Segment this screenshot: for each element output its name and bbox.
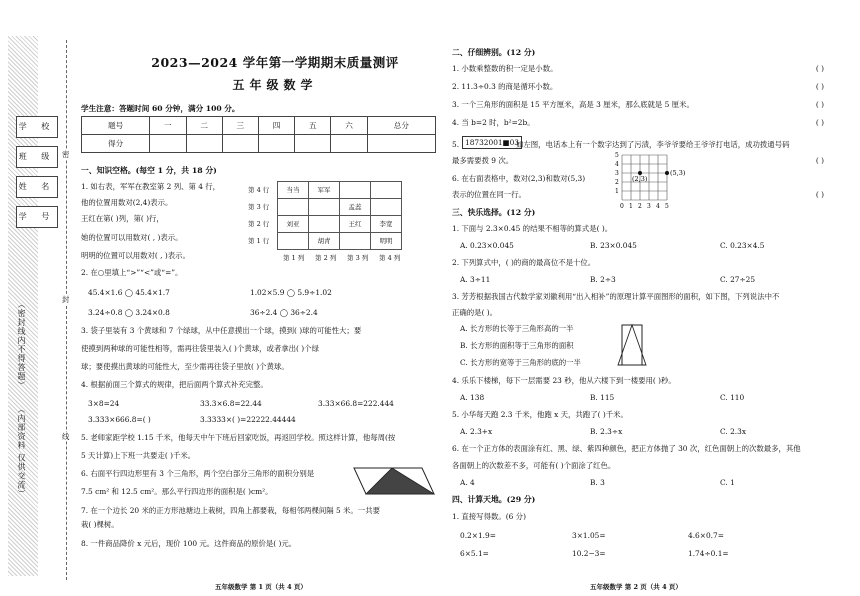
choice-option[interactable]: B. 23×0.045 — [590, 241, 637, 250]
q2-item: 36÷2.4 ◯ 36÷2.4 — [250, 308, 318, 317]
q1-line5: 明明的位置可以用数对( , )表示。 — [81, 251, 190, 260]
score-header-cell: 一 — [150, 117, 186, 135]
y-tick: 5 — [615, 152, 619, 159]
y-tick: 1 — [615, 188, 619, 195]
page-footer-1: 五年级数学 第 1 页（共 4 页） — [215, 583, 307, 591]
score-cell[interactable] — [258, 135, 294, 153]
choice-option[interactable]: C. 1 — [720, 478, 735, 487]
judge-item: 3. 一个三角形的面积是 15 平方厘米，高是 3 厘米，那么底就是 5 厘米。 — [452, 100, 694, 109]
judge-item: 4. 当 b=2 时，b²=2b。 — [452, 118, 535, 127]
internal-notice: （内部资料 仅供交流） — [17, 405, 26, 499]
q2-item: 45.4×1.6 ◯ 45.4×1.7 — [88, 288, 170, 297]
page-footer-2: 五年级数学 第 2 页（共 4 页） — [590, 583, 682, 591]
choice-option[interactable]: C. 长方形的宽等于三角形的底的一半 — [460, 358, 581, 367]
section3-title: 三、快乐选择。(12 分) — [452, 208, 536, 217]
seat-cell: 王红 — [340, 216, 371, 233]
coordinate-grid — [612, 150, 704, 210]
choice-option[interactable]: C. 2.3x — [720, 427, 747, 436]
parallelogram-figure — [352, 466, 436, 496]
choice-option[interactable]: A. 3÷11 — [460, 275, 491, 284]
grid-label: (5,3) — [670, 169, 686, 177]
q3-line1: 3. 袋子里装有 3 个黄球和 7 个绿球，从中任意摸出一个球，摸到( )球的可能性大；要 — [81, 326, 362, 335]
judge-item: 1. 小数乘整数的积一定是小数。 — [452, 64, 558, 73]
field-class: 班 级 — [16, 146, 58, 168]
calc-item: 4.6×0.7= — [688, 531, 724, 540]
choice-option[interactable]: B. 115 — [590, 393, 615, 402]
choice-option[interactable]: B. 2÷3 — [590, 275, 616, 284]
q7-line2: 栽( )棵树。 — [81, 520, 119, 529]
seat-cell — [340, 182, 371, 199]
score-header-cell: 五 — [295, 117, 331, 135]
seat-row-label: 第 4 行 — [248, 186, 270, 194]
answer-paren[interactable]: ( ) — [815, 118, 824, 127]
seat-cell: 刘亚 — [278, 216, 309, 233]
phone-number-box: 18732001■03 — [462, 136, 522, 149]
seal-notice: （密封线内不得答题） — [17, 300, 26, 390]
judge-item: 2. 11.3÷0.3 的商是循环小数。 — [452, 82, 558, 91]
seal-char-feng: 封 — [62, 295, 70, 304]
choice-option[interactable]: A. 0.23×0.045 — [460, 241, 514, 250]
seat-cell — [309, 199, 340, 216]
q3-line2: 使摸到两种球的可能性相等，需再往袋里装入( )个黄球，或者拿出( )个绿 — [81, 344, 319, 353]
score-cell[interactable] — [367, 135, 435, 153]
choice-option[interactable]: B. 2.3÷x — [590, 427, 623, 436]
judge-item: 如左图，电话本上有一个数字达到了污渍，李爷爷要给王爷爷打电话，成功拨通号码 — [516, 140, 790, 149]
choice-q3-line1: 3. 芳芳根据我国古代数学家刘徽利用“出入相补”的原理计算平面图形的面积，如下图，下列说法中不 — [452, 292, 780, 301]
q4-text: 4. 根据前面三个算式的规律，把后面两个算式补充完整。 — [81, 380, 268, 389]
choice-option[interactable]: C. 0.23×4.5 — [720, 241, 765, 250]
field-school: 学 校 — [16, 116, 58, 138]
choice-option[interactable]: A. 长方形的长等于三角形高的一半 — [460, 324, 574, 333]
calc-item: 0.2×1.9= — [460, 531, 496, 540]
calc-q1: 1. 直接写得数。(6 分) — [452, 512, 526, 521]
x-tick: 3 — [647, 203, 651, 210]
score-header-row — [82, 117, 436, 135]
q3-line3: 球；要使摸出黄球的可能性大，至少需再往袋子里放( )个黄球。 — [81, 362, 289, 371]
seat-cell: 明明 — [371, 233, 402, 250]
seat-row-label: 第 1 行 — [248, 237, 270, 245]
calc-item: 10.2−3= — [572, 549, 606, 558]
seat-col-label: 第 1 列 — [283, 254, 305, 262]
seat-cell — [278, 199, 309, 216]
seat-col-label: 第 2 列 — [315, 254, 337, 262]
choice-option[interactable]: C. 110 — [720, 393, 745, 402]
choice-q3-line2: 正确的是( )。 — [452, 308, 498, 317]
section2-title: 二、仔细辨别。(12 分) — [452, 48, 536, 57]
q5-line1: 5. 老师家距学校 1.15 千米，他每天中午下班后回家吃饭，再返回学校。照这样计算，他每周(按 — [81, 433, 396, 442]
q6-line2: 7.5 cm² 和 12.5 cm²。那么平行四边形的面积是( )cm²。 — [81, 487, 273, 496]
seat-cell: 当当 — [278, 182, 309, 199]
score-cell[interactable] — [186, 135, 222, 153]
q2-text: 2. 在○里填上“>”“<”或“=”。 — [81, 268, 183, 277]
x-tick: 0 — [620, 203, 624, 210]
seat-cell — [340, 233, 371, 250]
score-row — [82, 135, 436, 153]
seat-cell: 李宽 — [371, 216, 402, 233]
choice-q1: 1. 下面与 2.3×0.45 的结果不相等的算式是( )。 — [452, 224, 613, 233]
choice-q4: 4. 乐乐下楼梯，每下一层需要 23 秒，他从六楼下到一楼要用( )秒。 — [452, 376, 676, 385]
answer-paren[interactable]: ( ) — [815, 156, 824, 165]
section1-title: 一、知识空格。(每空 1 分，共 18 分) — [81, 166, 217, 175]
choice-option[interactable]: B. 长方形的面积等于三角形的面积 — [460, 341, 574, 350]
y-tick: 2 — [615, 179, 619, 186]
grid-label: (2,3) — [632, 175, 648, 183]
score-header-cell: 六 — [331, 117, 367, 135]
choice-q6-line1: 6. 在一个正方体的表面涂有红、黑、绿、紫四种颜色，把正方体抛了 30 次，红色面朝上的次数最多，其他 — [452, 444, 801, 453]
choice-option[interactable]: A. 2.3+x — [460, 427, 493, 436]
q6-line1: 6. 右面平行四边形里有 3 个三角形，两个空白部分三角形的面积分别是 — [81, 469, 315, 478]
exam-subtitle: 五年级数学 — [232, 78, 318, 92]
choice-q6-line2: 各面朝上的次数差不多，可能有( )个面涂了红色。 — [452, 461, 616, 470]
judge-q5-label: 5. — [452, 140, 460, 149]
score-header-cell: 题号 — [82, 117, 150, 135]
choice-q2: 2. 下列算式中，( )的商的最高位不是十位。 — [452, 258, 596, 267]
seal-line — [66, 40, 67, 580]
judge-item: 6. 在右面表格中，数对(2,3)和数对(5,3) — [452, 174, 586, 183]
seal-char-xian: 线 — [62, 432, 70, 441]
score-table — [81, 116, 436, 153]
q7-line1: 7. 在一个边长 20 米的正方形池塘边上栽树，四角上都要栽，每相邻两棵间隔 5 米。一共要 — [81, 506, 380, 515]
seat-row-label: 第 3 行 — [248, 203, 270, 211]
score-cell[interactable] — [331, 135, 367, 153]
student-note: 学生注意：答题时间 60 分钟，满分 100 分。 — [81, 104, 240, 113]
choice-q5: 5. 小华每天跑 2.3 千米，他跑 x 天，共跑了( )千米。 — [452, 410, 628, 419]
score-header-cell: 二 — [186, 117, 222, 135]
judge-item: 表示的位置在同一行。 — [452, 190, 526, 199]
calc-item: 1.74÷0.1= — [688, 549, 729, 558]
q4-item: 3.3333×( )=22222.44444 — [200, 415, 296, 424]
q5-line2: 5 天计算)上下班一共要走( )千米。 — [81, 451, 196, 460]
choice-option[interactable]: C. 27÷25 — [720, 275, 756, 284]
score-cell[interactable] — [222, 135, 258, 153]
y-tick: 3 — [615, 170, 619, 177]
section4-title: 四、计算天地。(29 分) — [452, 495, 536, 504]
seat-cell: 胡青 — [309, 233, 340, 250]
seat-cell — [371, 199, 402, 216]
score-cell[interactable] — [150, 135, 186, 153]
seat-row-label: 第 2 行 — [248, 220, 270, 228]
q8-text: 8. 一件商品降价 x 元后，现价 100 元。这件商品的原价是( )元。 — [81, 539, 297, 548]
seat-cell: 军军 — [309, 182, 340, 199]
q4-item: 33.3×6.8=22.44 — [200, 399, 262, 408]
q1-line3: 王红在第( )列，第( )行， — [81, 214, 164, 223]
q4-item: 3.33×66.8=222.444 — [318, 399, 394, 408]
q4-item: 3.333×666.8=( ) — [88, 415, 151, 424]
answer-paren[interactable]: ( ) — [815, 100, 824, 109]
seat-cell: 孟蕊 — [340, 199, 371, 216]
point-5-3 — [665, 171, 669, 175]
x-tick: 5 — [665, 203, 669, 210]
exam-title: 2023—2024 学年第一学期期末质量测评 — [151, 55, 399, 70]
q4-item: 3×8=24 — [88, 399, 120, 408]
x-tick: 1 — [629, 203, 633, 210]
answer-paren[interactable]: ( ) — [815, 82, 824, 91]
q1-line1: 1. 如右表，军军在教室第 2 列、第 4 行， — [81, 182, 221, 191]
calc-item: 6×5.1= — [460, 549, 489, 558]
judge-item: 最多需要拨 9 次。 — [452, 156, 514, 165]
score-cell[interactable] — [295, 135, 331, 153]
calc-item: 3×1.05= — [572, 531, 606, 540]
seat-cell — [278, 233, 309, 250]
seat-col-label: 第 4 列 — [379, 254, 401, 262]
q2-item: 1.02×5.9 ◯ 5.9÷1.02 — [250, 288, 332, 297]
answer-paren[interactable]: ( ) — [815, 190, 824, 199]
triangle-rectangle-figure — [616, 322, 650, 368]
seat-cell — [371, 182, 402, 199]
seal-char-mi: 密 — [62, 150, 70, 159]
q2-item: 3.24÷0.8 ◯ 3.24×0.8 — [88, 308, 170, 317]
x-tick: 2 — [638, 203, 642, 210]
field-name: 姓 名 — [16, 176, 58, 198]
score-header-cell: 三 — [222, 117, 258, 135]
score-header-cell: 总分 — [367, 117, 435, 135]
seat-table — [277, 181, 402, 250]
score-row-label: 得分 — [82, 135, 150, 153]
score-header-cell: 四 — [258, 117, 294, 135]
seat-col-label: 第 3 列 — [347, 254, 369, 262]
q1-line2: 他的位置用数对(2,4)表示。 — [81, 198, 173, 207]
choice-option[interactable]: B. 3 — [590, 478, 605, 487]
q1-line4: 她的位置可以用数对( , )表示。 — [81, 233, 183, 242]
field-number: 学 号 — [16, 206, 58, 228]
y-tick: 4 — [615, 161, 619, 168]
answer-paren[interactable]: ( ) — [815, 64, 824, 73]
x-tick: 4 — [656, 203, 660, 210]
seat-cell — [309, 216, 340, 233]
choice-option[interactable]: A. 4 — [460, 478, 475, 487]
choice-option[interactable]: A. 138 — [460, 393, 485, 402]
